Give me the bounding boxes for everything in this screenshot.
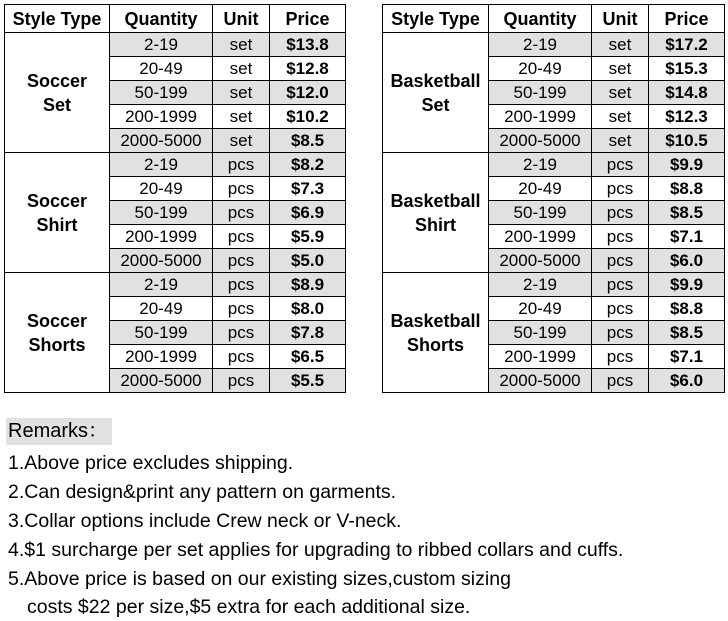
remark-item: 4.$1 surcharge per set applies for upgrading to ribbed collars and cuffs.: [8, 539, 624, 561]
header-style-type: Style Type: [5, 5, 110, 33]
price-cell: $5.5: [270, 369, 346, 393]
price-cell: $5.0: [270, 249, 346, 273]
price-cell: $8.2: [270, 153, 346, 177]
quantity-cell: 2-19: [110, 153, 213, 177]
unit-cell: pcs: [592, 273, 649, 297]
quantity-cell: 20-49: [110, 297, 213, 321]
quantity-cell: 2000-5000: [489, 129, 592, 153]
price-cell: $6.9: [270, 201, 346, 225]
quantity-cell: 200-1999: [110, 225, 213, 249]
price-cell: $8.0: [270, 297, 346, 321]
price-cell: $7.8: [270, 321, 346, 345]
price-cell: $8.5: [270, 129, 346, 153]
quantity-cell: 2000-5000: [110, 249, 213, 273]
style-type-line: Basketball: [390, 190, 481, 211]
remark-item: 3.Collar options include Crew neck or V-neck.: [8, 510, 402, 532]
unit-cell: pcs: [592, 297, 649, 321]
unit-cell: pcs: [213, 273, 270, 297]
price-cell: $5.9: [270, 225, 346, 249]
price-cell: $9.9: [649, 153, 725, 177]
header-row: [383, 5, 725, 33]
quantity-cell: 2000-5000: [489, 369, 592, 393]
quantity-cell: 200-1999: [489, 345, 592, 369]
style-type-line: Shirt: [414, 214, 456, 235]
unit-cell: set: [592, 129, 649, 153]
style-type-cell: [383, 153, 489, 273]
unit-cell: set: [592, 81, 649, 105]
style-type-line: Shorts: [406, 334, 464, 355]
unit-cell: pcs: [592, 153, 649, 177]
unit-cell: set: [213, 81, 270, 105]
price-cell: $7.1: [649, 345, 725, 369]
price-cell: $6.0: [649, 249, 725, 273]
quantity-cell: 20-49: [489, 297, 592, 321]
remark-item: 2.Can design&print any pattern on garments.: [8, 481, 397, 503]
style-type-cell: [383, 273, 489, 393]
unit-cell: pcs: [213, 225, 270, 249]
unit-cell: set: [213, 129, 270, 153]
style-type-cell: [5, 33, 110, 153]
price-cell: $8.8: [649, 297, 725, 321]
remark-item: 1.Above price excludes shipping.: [8, 452, 294, 474]
price-cell: $10.2: [270, 105, 346, 129]
header-price: Price: [270, 5, 346, 33]
quantity-cell: 20-49: [489, 177, 592, 201]
unit-cell: pcs: [213, 249, 270, 273]
quantity-cell: 2-19: [489, 33, 592, 57]
quantity-cell: 2000-5000: [110, 369, 213, 393]
quantity-cell: 2-19: [110, 33, 213, 57]
unit-cell: pcs: [213, 177, 270, 201]
quantity-cell: 20-49: [489, 57, 592, 81]
unit-cell: set: [213, 33, 270, 57]
style-type-line: Soccer: [26, 70, 88, 91]
quantity-cell: 2000-5000: [489, 249, 592, 273]
table-row: [383, 153, 725, 177]
header-quantity: Quantity: [110, 5, 213, 33]
style-type-line: Set: [421, 94, 450, 115]
header-style-type: Style Type: [383, 5, 489, 33]
table-row: [383, 33, 725, 57]
style-type-line: Soccer: [26, 310, 88, 331]
unit-cell: pcs: [592, 321, 649, 345]
price-cell: $12.0: [270, 81, 346, 105]
remark-item: 5.Above price is based on our existing sizes,custom sizing: [8, 568, 511, 590]
quantity-cell: 50-199: [110, 81, 213, 105]
price-cell: $17.2: [649, 33, 725, 57]
style-type-line: Basketball: [390, 310, 481, 331]
price-cell: $6.0: [649, 369, 725, 393]
unit-cell: pcs: [213, 297, 270, 321]
quantity-cell: 50-199: [489, 321, 592, 345]
remark-item-continued: costs $22 per size,$5 extra for each additional size.: [27, 596, 471, 618]
header-unit: Unit: [213, 5, 270, 33]
remarks-title: Remarks：: [6, 418, 112, 445]
quantity-cell: 50-199: [110, 321, 213, 345]
price-cell: $14.8: [649, 81, 725, 105]
style-type-line: Shirt: [36, 214, 78, 235]
unit-cell: set: [213, 57, 270, 81]
header-quantity: Quantity: [489, 5, 592, 33]
quantity-cell: 50-199: [489, 201, 592, 225]
price-cell: $7.3: [270, 177, 346, 201]
table-row: [5, 273, 346, 297]
price-cell: $8.5: [649, 201, 725, 225]
unit-cell: set: [592, 57, 649, 81]
style-type-line: Set: [42, 94, 71, 115]
price-cell: $8.8: [649, 177, 725, 201]
quantity-cell: 200-1999: [110, 105, 213, 129]
unit-cell: pcs: [592, 249, 649, 273]
unit-cell: pcs: [592, 369, 649, 393]
style-type-line: Basketball: [390, 70, 481, 91]
quantity-cell: 20-49: [110, 57, 213, 81]
price-cell: $6.5: [270, 345, 346, 369]
table-row: [383, 273, 725, 297]
quantity-cell: 50-199: [110, 201, 213, 225]
unit-cell: pcs: [213, 153, 270, 177]
header-row: [5, 5, 346, 33]
unit-cell: pcs: [213, 201, 270, 225]
style-type-cell: [5, 273, 110, 393]
quantity-cell: 2-19: [489, 273, 592, 297]
unit-cell: set: [592, 33, 649, 57]
unit-cell: pcs: [592, 201, 649, 225]
price-cell: $15.3: [649, 57, 725, 81]
price-cell: $8.5: [649, 321, 725, 345]
price-cell: $8.9: [270, 273, 346, 297]
unit-cell: pcs: [213, 321, 270, 345]
quantity-cell: 200-1999: [110, 345, 213, 369]
price-cell: $10.5: [649, 129, 725, 153]
unit-cell: pcs: [592, 177, 649, 201]
soccer-price-table: [4, 4, 346, 393]
style-type-line: Soccer: [26, 190, 88, 211]
unit-cell: pcs: [592, 225, 649, 249]
quantity-cell: 20-49: [110, 177, 213, 201]
header-unit: Unit: [592, 5, 649, 33]
remarks-section: [6, 418, 722, 620]
quantity-cell: 200-1999: [489, 105, 592, 129]
price-cell: $13.8: [270, 33, 346, 57]
unit-cell: set: [592, 105, 649, 129]
quantity-cell: 50-199: [489, 81, 592, 105]
header-price: Price: [649, 5, 725, 33]
style-type-cell: [383, 33, 489, 153]
quantity-cell: 2000-5000: [110, 129, 213, 153]
unit-cell: set: [213, 105, 270, 129]
table-row: [5, 33, 346, 57]
price-cell: $7.1: [649, 225, 725, 249]
style-type-cell: [5, 153, 110, 273]
price-cell: $12.8: [270, 57, 346, 81]
style-type-line: Shorts: [28, 334, 86, 355]
quantity-cell: 2-19: [110, 273, 213, 297]
price-cell: $12.3: [649, 105, 725, 129]
basketball-price-table: [382, 4, 725, 393]
quantity-cell: 200-1999: [489, 225, 592, 249]
quantity-cell: 2-19: [489, 153, 592, 177]
unit-cell: pcs: [213, 369, 270, 393]
price-cell: $9.9: [649, 273, 725, 297]
table-row: [5, 153, 346, 177]
unit-cell: pcs: [592, 345, 649, 369]
unit-cell: pcs: [213, 345, 270, 369]
